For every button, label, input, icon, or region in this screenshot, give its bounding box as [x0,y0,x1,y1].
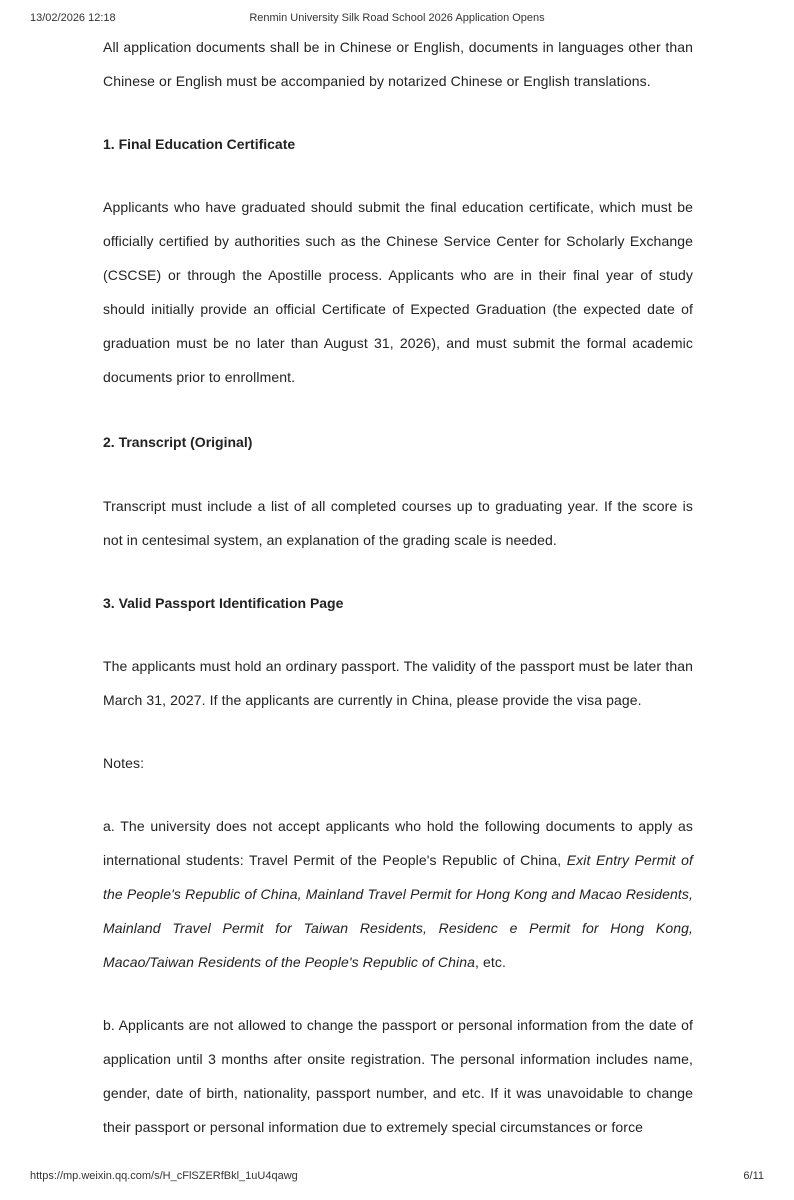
print-header [30,12,764,26]
note-b: b. Applicants are not allowed to change the passport or personal information from the date of application until 3 months after onsite registration. The personal information includes name, gender, date of birth, nationality, passport number, and etc. If it was unavoidable to change their passport or personal information due to extremely special circumstances or force [103,1017,693,1135]
page-number: 6/11 [743,1170,764,1182]
intro-paragraph: All application documents shall be in Chinese or English, documents in languages other than Chinese or English must be accompanied by notarized Chinese or English translations. [103,39,693,89]
note-a-italic: Exit Entry Permit of the People's Republic of China, Mainland Travel Permit for Hong Kong and Macao Residents, Mainland Travel Permit for Taiwan Residents, Residenc e Permit for Hong Kong, Macao/Taiwan Residents of the People's Republic of China [103,852,693,970]
section-body-passport: The applicants must hold an ordinary passport. The validity of the passport must be later than March 31, 2027. If the applicants are currently in China, please provide the visa page. [103,658,693,708]
document-title: Renmin University Silk Road School 2026 Application Opens [249,12,545,24]
section-heading-passport: 3. Valid Passport Identification Page [103,595,344,611]
section-heading-transcript: 2. Transcript (Original) [103,434,253,450]
note-a-plain: a. The university does not accept applicants who hold the following documents to apply as international students: Travel Permit of the People's Republic of China, [103,818,693,868]
section-body-final-education: Applicants who have graduated should submit the final education certificate, which must be officially certified by authorities such as the Chinese Service Center for Scholarly Exchange (CSCSE) or through the Apostille process. Applicants who are in their final year of study should initially provide an official Certificate of Expected Graduation (the expected date of graduation must be no later than August 31, 2026), and must submit the formal academic documents prior to enrollment. [103,199,693,385]
print-date: 13/02/2026 12:18 [30,12,116,24]
note-a-tail: , etc. [474,954,506,970]
section-heading-final-education: 1. Final Education Certificate [103,136,296,152]
page-url: https://mp.weixin.qq.com/s/H_cFlSZERfBkl_1uU4qawg [30,1170,298,1182]
print-footer [30,1170,764,1184]
note-a [103,809,693,979]
section-body-transcript: Transcript must include a list of all completed courses up to graduating year. If the score is not in centesimal system, an explanation of the grading scale is needed. [103,498,693,548]
notes-label: Notes: [103,755,145,771]
